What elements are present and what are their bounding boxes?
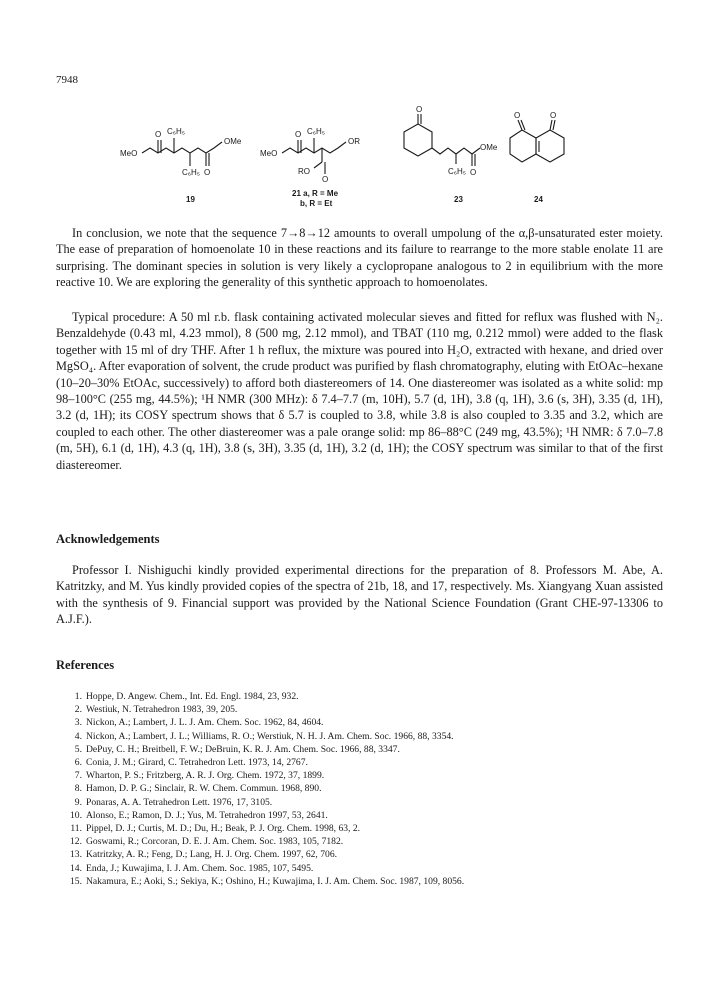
- c19-bottom-substituent: C₆H₅: [182, 168, 201, 177]
- svg-text:O: O: [550, 111, 557, 120]
- reference-text: Enda, J.; Kuwajima, I. J. Am. Chem. Soc. 1985, 107, 5495.: [86, 862, 314, 874]
- c19-left-group: MeO: [120, 149, 138, 158]
- procedure-paragraph: [56, 309, 663, 473]
- compound-19-label: 19: [186, 195, 195, 204]
- references-heading: References: [56, 658, 115, 672]
- c23-bottom-substituent: C₆H₅: [448, 167, 467, 176]
- c21-bottom-group: RO: [298, 167, 310, 176]
- reference-text: Katritzky, A. R.; Feng, D.; Lang, H. J. Org. Chem. 1997, 62, 706.: [86, 849, 338, 861]
- c23-chain: [432, 148, 480, 154]
- c24-ring-right: [536, 130, 564, 162]
- conclusion-text: In conclusion, we note that the sequence 7→8→12 amounts to overall umpolung of the α,β-unsaturated ester moiety. The ease of preparation of homoenolate 10 in these reactions and its failure to rearrange to the more stable enolate 11 are surprising. The dominant species in solution is very likely a cyclopropane analogous to 2 in equilibrium with the more reactive 10. We are exploring the generality of this synthetic approach to homoenolates.: [56, 226, 663, 290]
- reference-text: Hoppe, D. Angew. Chem., Int. Ed. Engl. 1984, 23, 932.: [86, 691, 299, 702]
- svg-text:O: O: [155, 130, 162, 139]
- reference-text: Wharton, P. S.; Fritzberg, A. R. J. Org. Chem. 1972, 37, 1899.: [86, 770, 325, 782]
- compound-23-label: 23: [454, 195, 463, 204]
- conclusion-paragraph: [56, 225, 663, 291]
- reference-item: 14. Enda, J.; Kuwajima, I. J. Am. Chem. Soc. 1985, 107, 5495.: [70, 862, 314, 874]
- reference-item: 13. Katritzky, A. R.; Feng, D.; Lang, H. J. Org. Chem. 1997, 62, 706.: [70, 849, 338, 861]
- reference-item: 8. Hamon, D. P. G.; Sinclair, R. W. Chem. Commun. 1968, 890.: [74, 783, 322, 795]
- reference-text: Conia, J. M.; Girard, C. Tetrahedron Lett. 1973, 14, 2767.: [86, 757, 308, 769]
- reference-item: 5. DePuy, C. H.; Breitbell, F. W.; DeBruin, K. R. J. Am. Chem. Soc. 1966, 88, 3347.: [74, 743, 400, 755]
- references-list: [64, 690, 664, 888]
- compound-24-label: 24: [534, 195, 543, 204]
- compound-21-structure: [260, 127, 360, 208]
- reference-text: Pippel, D. J.; Curtis, M. D.; Du, H.; Beak, P. J. Org. Chem. 1998, 63, 2.: [86, 823, 361, 835]
- acknowledgements-heading: Acknowledgements: [56, 532, 160, 546]
- reference-text: DePuy, C. H.; Breitbell, F. W.; DeBruin, K. R. J. Am. Chem. Soc. 1966, 88, 3347.: [86, 743, 400, 755]
- svg-text:O: O: [470, 168, 477, 177]
- reference-item: 3. Nickon, A.; Lambert, J. L. J. Am. Chem. Soc. 1962, 84, 4604.: [74, 717, 324, 729]
- svg-text:O: O: [514, 111, 521, 120]
- reference-item: 4. Nickon, A.; Lambert, J. L.; Williams, R. O.; Werstiuk, N. H. J. Am. Chem. Soc. 1966, 88, 3354.: [74, 730, 454, 742]
- reference-item: 9. Ponaras, A. A. Tetrahedron Lett. 1976, 17, 3105.: [74, 796, 273, 808]
- reference-item: 12. Goswami, R.; Corcoran, D. E. J. Am. Chem. Soc. 1983, 105, 7182.: [70, 836, 344, 848]
- reference-item: 11. Pippel, D. J.; Curtis, M. D.; Du, H.; Beak, P. J. Org. Chem. 1998, 63, 2.: [70, 823, 361, 835]
- chemical-structures-scheme: [120, 105, 640, 212]
- compound-24-structure: [510, 111, 564, 204]
- compound-23-structure: [404, 105, 498, 204]
- c19-backbone: [142, 142, 222, 153]
- compound-21-label: 21 a, R = Me: [292, 189, 339, 198]
- reference-text: Ponaras, A. A. Tetrahedron Lett. 1976, 17, 3105.: [86, 796, 273, 808]
- procedure-text: Typical procedure: A 50 ml r.b. flask containing activated molecular sieves and fitted for reflux was flushed with N₂. Benzaldehyde (0.43 ml, 4.23 mmol), 8 (500 mg, 2.12 mmol), and TBAT (110 mg, 0.212 mmol) were added to the flask together with 15 ml of dry THF. After 1 h reflux, the mixture was poured into H₂O, extracted with hexane, and dried over MgSO₄. After evaporation of solvent, the crude product was purified by flash chromatography, eluting with EtOAc–hexane (10–20–30% EtOAc, successively) to afford both diastereomers of 14. One diastereomer was isolated as a white solid: mp 98–100°C (255 mg, 44.5%); ¹H NMR (300 MHz): δ 7.4–7.7 (m, 10H), 5.7 (d, 1H), 3.8 (q, 1H), 3.6 (s, 3H), 3.35 (d, 1H), 3.2 (d, 1H); its COSY spectrum shows that δ 5.7 is coupled to 3.8, while 3.8 is also coupled to 3.35 and 3.2, which are coupled to each other. The other diastereomer was a pale orange solid: mp 86–88°C (249 mg, 43.5%); ¹H NMR: δ 7.0–7.8 (m, 5H), 6.1 (d, 1H), 4.3 (q, 1H), 3.8 (s, 3H), 3.35 (d, 1H), 3.2 (d, 1H); the COSY spectrum was similar to that of the first diastereomer.: [56, 310, 663, 472]
- compound-21-label-b: b, R = Et: [300, 199, 333, 208]
- c19-right-group: OMe: [224, 137, 242, 146]
- svg-text:O: O: [322, 175, 329, 184]
- acknowledgements-text: Professor I. Nishiguchi kindly provided experimental directions for the preparation of 8. Professors M. Abe, A. Katritzky, and M. Yus kindly provided copies of the spectra of 21b, 18, and 17, respectively. Ms. Xiangyang Xuan assisted with the synthesis of 9. Financial support was provided by the National Science Foundation (Grant CHE-97-13306 to A.J.F.).: [56, 563, 663, 627]
- reference-item: 15. Nakamura, E.; Aoki, S.; Sekiya, K.; Oshino, H.; Kuwajima, I. J. Am. Chem. Soc. 1987, 109, 8056.: [70, 875, 465, 887]
- reference-item: 6. Conia, J. M.; Girard, C. Tetrahedron Lett. 1973, 14, 2767.: [74, 757, 308, 769]
- page-number: 7948: [56, 74, 78, 86]
- reference-item: 2. Westiuk, N. Tetrahedron 1983, 39, 205.: [74, 704, 238, 716]
- reference-text: Nickon, A.; Lambert, J. L.; Williams, R. O.; Werstiuk, N. H. J. Am. Chem. Soc. 1966, 88, 3354.: [86, 730, 454, 742]
- c21-left-group: MeO: [260, 149, 278, 158]
- reference-text: Nakamura, E.; Aoki, S.; Sekiya, K.; Oshino, H.; Kuwajima, I. J. Am. Chem. Soc. 1987, 109, 8056.: [86, 875, 465, 887]
- reference-item: 10. Alonso, E.; Ramon, D. J.; Yus, M. Tetrahedron 1997, 53, 2641.: [70, 809, 328, 821]
- c19-top-substituent: C₆H₅: [167, 127, 186, 136]
- compound-19-structure: [120, 127, 242, 204]
- svg-text:O: O: [295, 130, 302, 139]
- svg-text:O: O: [416, 105, 423, 114]
- reference-text: Goswami, R.; Corcoran, D. E. J. Am. Chem. Soc. 1983, 105, 7182.: [86, 836, 344, 848]
- c21-right-group: OR: [348, 137, 360, 146]
- c23-ring: [404, 124, 432, 156]
- reference-text: Alonso, E.; Ramon, D. J.; Yus, M. Tetrahedron 1997, 53, 2641.: [86, 809, 328, 821]
- c21-top-substituent: C₆H₅: [307, 127, 326, 136]
- reference-item: 1. Hoppe, D. Angew. Chem., Int. Ed. Engl. 1984, 23, 932.: [74, 691, 299, 702]
- reference-item: 7. Wharton, P. S.; Fritzberg, A. R. J. Org. Chem. 1972, 37, 1899.: [74, 770, 325, 782]
- reference-text: Hamon, D. P. G.; Sinclair, R. W. Chem. Commun. 1968, 890.: [86, 783, 322, 795]
- acknowledgements-paragraph: [56, 562, 663, 628]
- c24-ring-left: [510, 130, 536, 162]
- reference-text: Nickon, A.; Lambert, J. L. J. Am. Chem. Soc. 1962, 84, 4604.: [86, 717, 324, 729]
- reference-text: Westiuk, N. Tetrahedron 1983, 39, 205.: [86, 704, 238, 716]
- svg-text:O: O: [204, 168, 211, 177]
- c23-right-group: OMe: [480, 143, 498, 152]
